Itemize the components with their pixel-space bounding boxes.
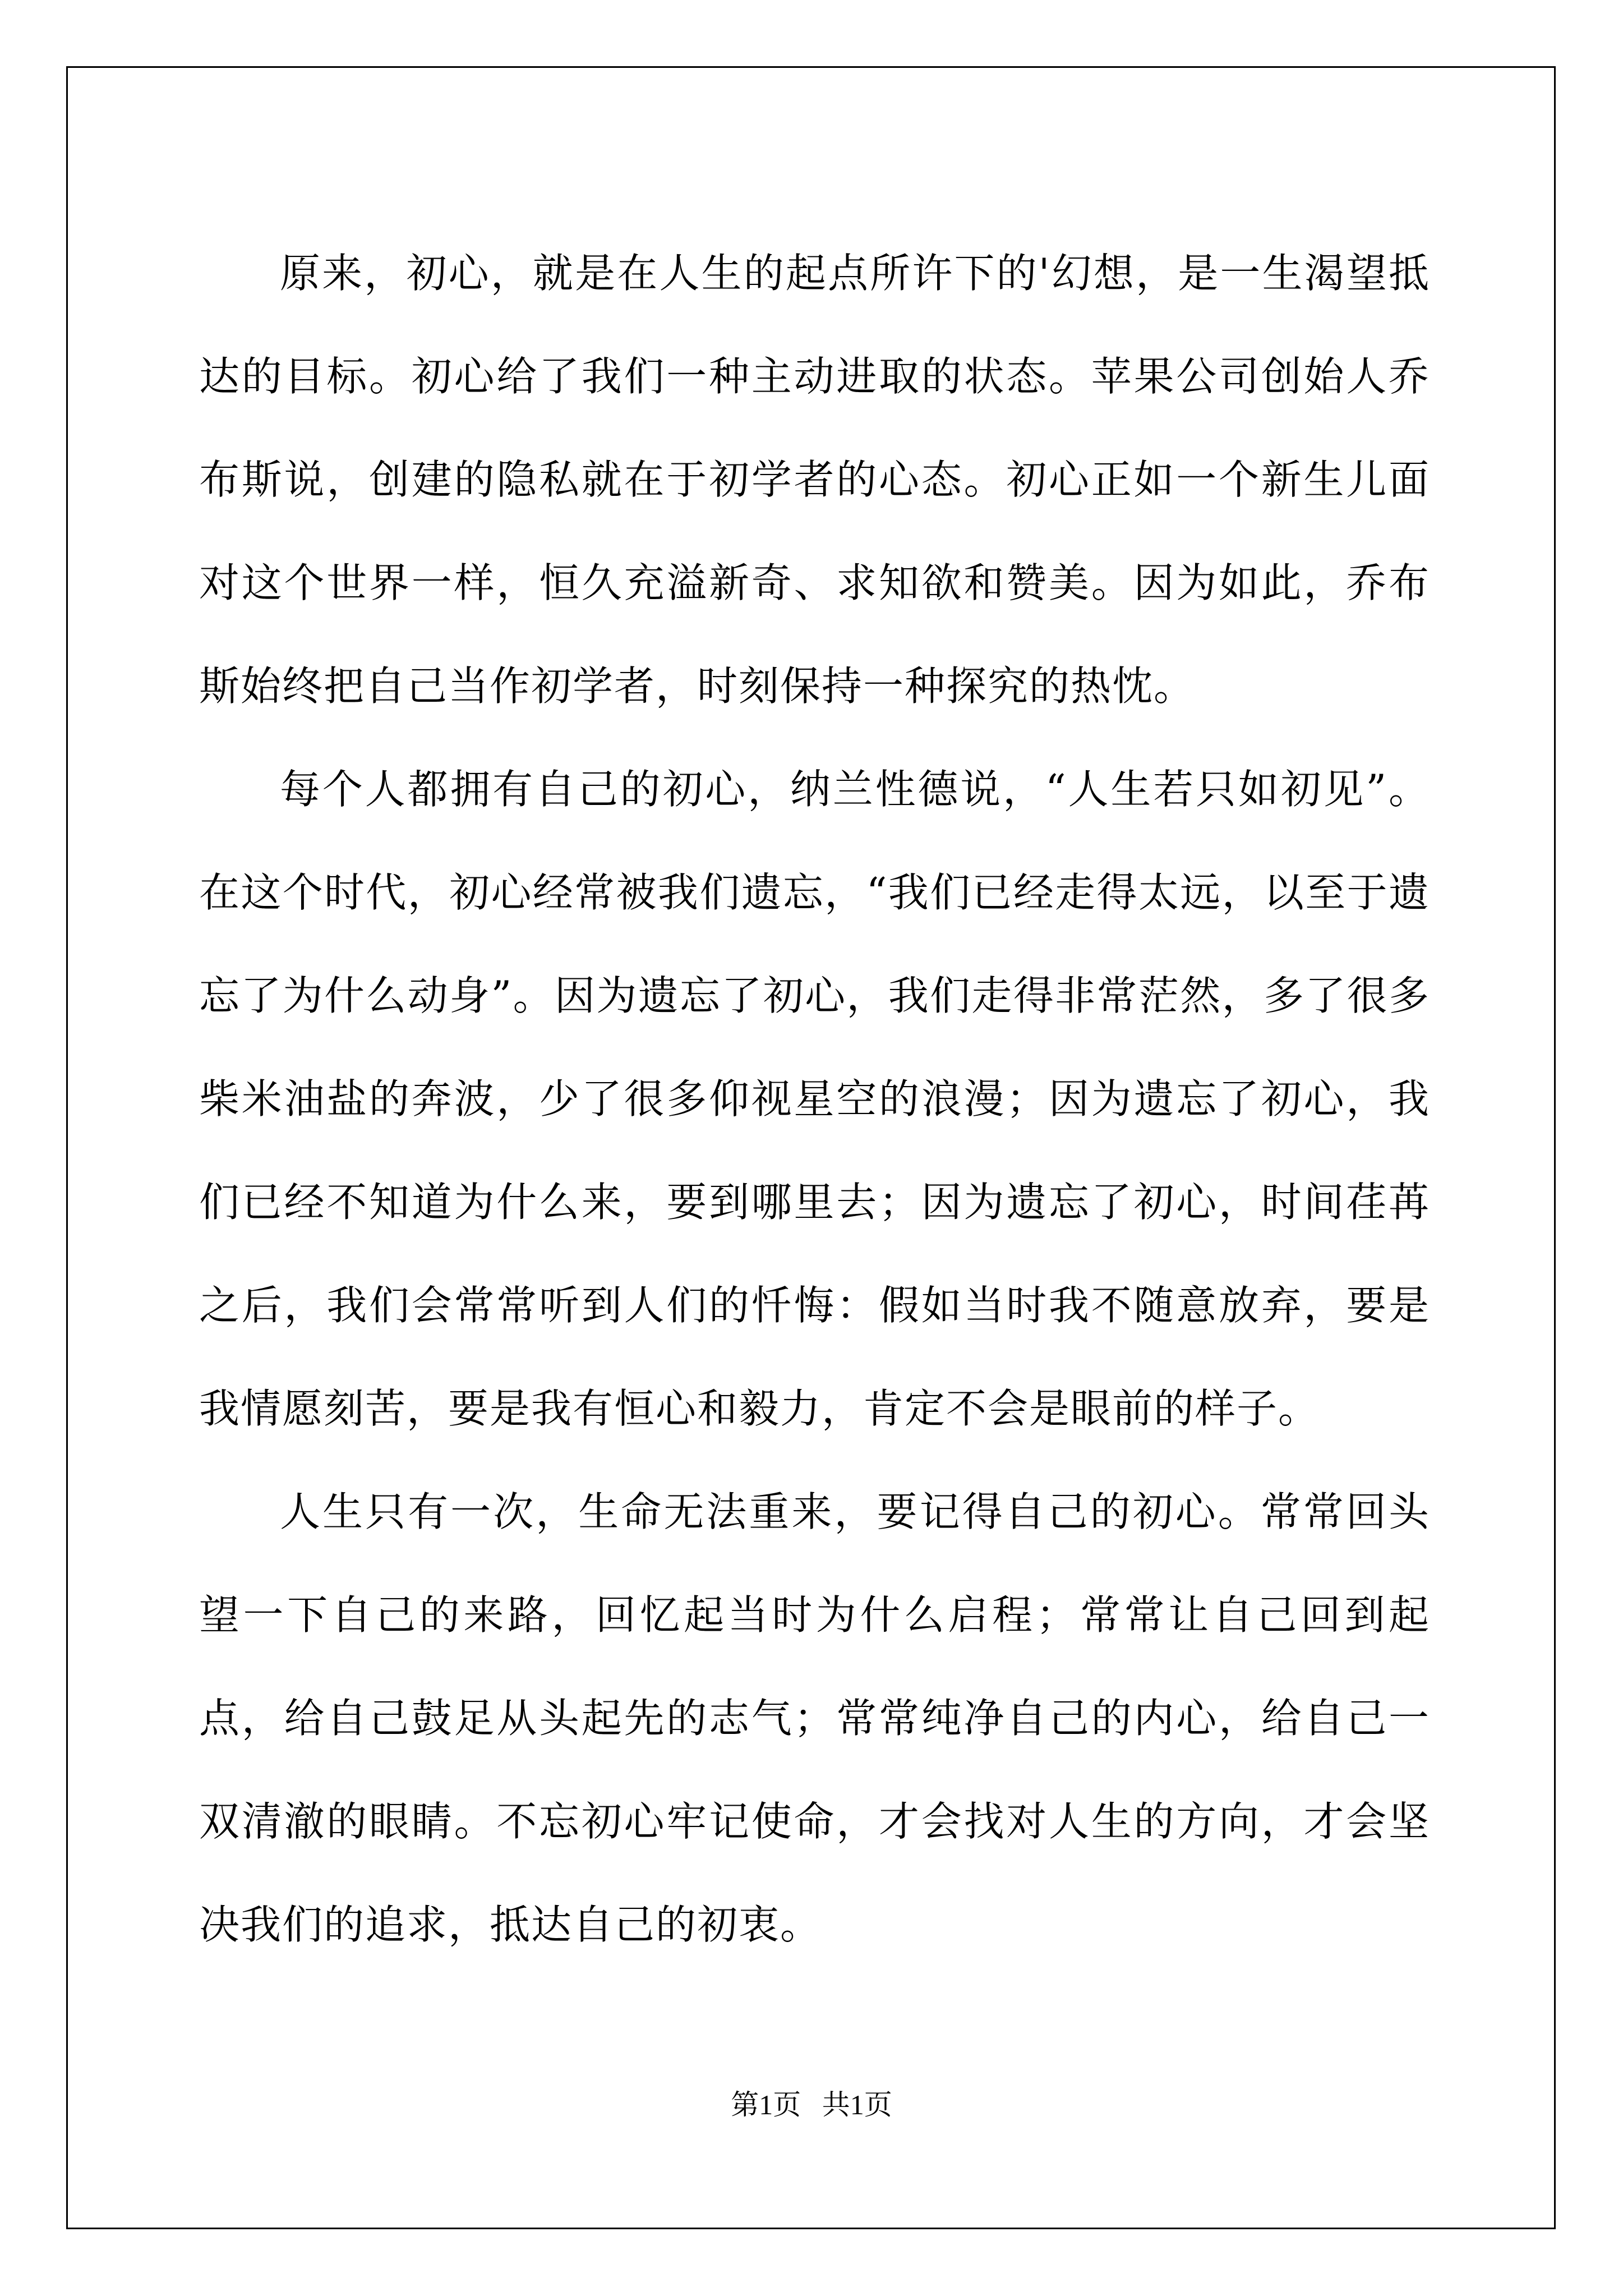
- document-body: [199, 222, 1430, 1976]
- page-footer: 第1页 共1页: [731, 2089, 892, 2120]
- paragraph-2: 每个人都拥有自己的初心，纳兰性德说，“人生若只如初见”。在这个时代，初心经常被我们遗忘，“我们已经走得太远，以至于遗忘了为什么动身”。因为遗忘了初心，我们走得非常茫然，多了很多柴米油盐的奔波，少了很多仰视星空的浪漫；因为遗忘了初心，我们已经不知道为什么来，要到哪里去；因为遗忘了初心，时间荏苒之后，我们会常常听到人们的忏悔：假如当时我不随意放弃，要是我情愿刻苦，要是我有恒心和毅力，肯定不会是眼前的样子。: [199, 766, 1430, 1432]
- paragraph-1: 原来，初心，就是在人生的起点所许下的'幻想，是一生渴望抵达的目标。初心给了我们一种主动进取的状态。苹果公司创始人乔布斯说，创建的隐私就在于初学者的心态。初心正如一个新生儿面对这个世界一样，恒久充溢新奇、求知欲和赞美。因为如此，乔布斯始终把自己当作初学者，时刻保持一种探究的热忱。: [199, 250, 1430, 710]
- paragraph-3: 人生只有一次，生命无法重来，要记得自己的初心。常常回头望一下自己的来路，回忆起当时为什么启程；常常让自己回到起点，给自己鼓足从头起先的志气；常常纯净自己的内心，给自己一双清澈的眼睛。不忘初心牢记使命，才会找对人生的方向，才会坚决我们的追求，抵达自己的初衷。: [199, 1488, 1430, 1948]
